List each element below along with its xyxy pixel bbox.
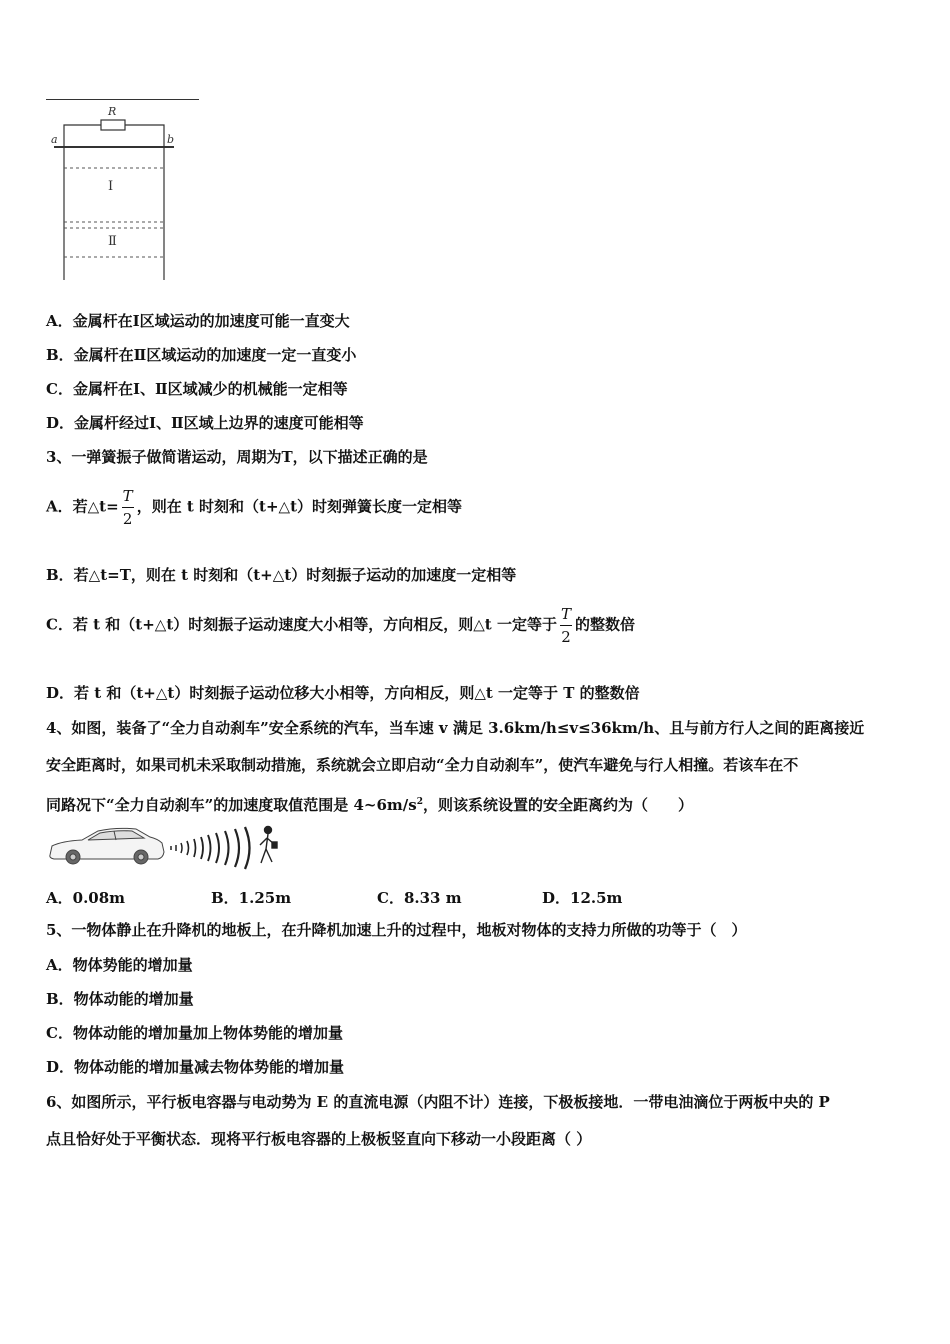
q2-option-a: A．金属杆在Ⅰ区域运动的加速度可能一直变大: [46, 312, 350, 330]
label-region-1: Ⅰ: [108, 179, 114, 194]
wire-right: [125, 125, 164, 147]
q3-option-c: [46, 603, 635, 648]
q5-option-c: C．物体动能的增加量加上物体势能的增加量: [46, 1024, 343, 1042]
frac-num: T: [560, 605, 571, 623]
label-b: b: [167, 133, 175, 146]
q5-option-b: B．物体动能的增加量: [46, 990, 194, 1008]
q3-option-c-pre: C．若 t 和（t+△t）时刻振子运动速度大小相等，方向相反，则△t 一定等于: [46, 615, 557, 634]
frac-den: 2: [122, 507, 134, 530]
q3-option-a: [46, 485, 462, 530]
q2-option-c: C．金属杆在Ⅰ、Ⅱ区域减少的机械能一定相等: [46, 380, 348, 398]
q2-option-d: D．金属杆经过Ⅰ、Ⅱ区域上边界的速度可能相等: [46, 414, 364, 432]
fraction-t-over-2: [560, 603, 572, 648]
resistor: [101, 120, 125, 130]
q5-option-a: A．物体势能的增加量: [46, 956, 193, 974]
q4-choice-d: D．12.5m: [542, 889, 623, 907]
q3-option-c-post: 的整数倍: [574, 615, 635, 634]
fraction-t-over-2: [122, 485, 134, 530]
q6-line-2: 点且恰好处于平衡状态．现将平行板电容器的上极板竖直向下移动一小段距离（ ）: [46, 1130, 592, 1148]
car-pedestrian-figure: [46, 822, 286, 872]
q3-option-d: D．若 t 和（t+△t）时刻振子运动位移大小相等，方向相反，则△t 一定等于 T 的整数倍: [46, 684, 640, 702]
q2-option-b: B．金属杆在Ⅱ区域运动的加速度一定一直变小: [46, 346, 357, 364]
q4-sup: 2: [416, 797, 423, 807]
q4-choice-b: B．1.25m: [211, 889, 292, 907]
q4-choice-a: A．0.08m: [46, 889, 126, 907]
q4-line-3: [46, 792, 693, 815]
pedestrian-icon: [260, 827, 277, 864]
label-region-2: Ⅱ: [108, 234, 117, 249]
radar-waves: [171, 827, 250, 869]
q4-line-3-pre: 同路况下“全力自动刹车”的加速度取值范围是 4~6m/s: [46, 796, 417, 814]
q5-option-d: D．物体动能的增加量减去物体势能的增加量: [46, 1058, 345, 1076]
q4-choice-c: C．8.33 m: [377, 889, 462, 907]
q4-line-3-post: ，则该系统设置的安全距离约为（ ）: [422, 796, 693, 814]
q5-stem: 5、一物体静止在升降机的地板上，在升降机加速上升的过程中，地板对物体的支持力所做的功等于（ ）: [46, 921, 747, 939]
wire-left: [64, 125, 101, 147]
q6-line-1: 6、如图所示，平行板电容器与电动势为 E 的直流电源（内阻不计）连接，下极板接地．一带电油滴位于两板中央的 P: [46, 1093, 830, 1111]
frac-den: 2: [560, 625, 572, 648]
q3-option-a-post: ，则在 t 时刻和（t+△t）时刻弹簧长度一定相等: [136, 497, 463, 516]
q4-line-2: 安全距离时，如果司机未采取制动措施，系统就会立即启动“全力自动刹车”，使汽车避免与行人相撞。若该车在不: [46, 756, 799, 774]
q4-line-1: 4、如图，装备了“全力自动刹车”安全系统的汽车，当车速 v 满足 3.6km/h≤v≤36km/h、且与前方行人之间的距离接近: [46, 719, 865, 737]
frac-num: T: [122, 487, 133, 505]
q3-option-b: B．若△t=T，则在 t 时刻和（t+△t）时刻振子运动的加速度一定相等: [46, 566, 517, 584]
label-a: a: [51, 133, 58, 146]
car-icon: [50, 828, 164, 864]
q3-option-a-pre: A．若△t=: [46, 497, 119, 516]
rail-circuit-figure: [46, 100, 196, 285]
q3-stem: 3、一弹簧振子做简谐运动，周期为T，以下描述正确的是: [46, 448, 428, 466]
label-R: R: [108, 105, 117, 118]
